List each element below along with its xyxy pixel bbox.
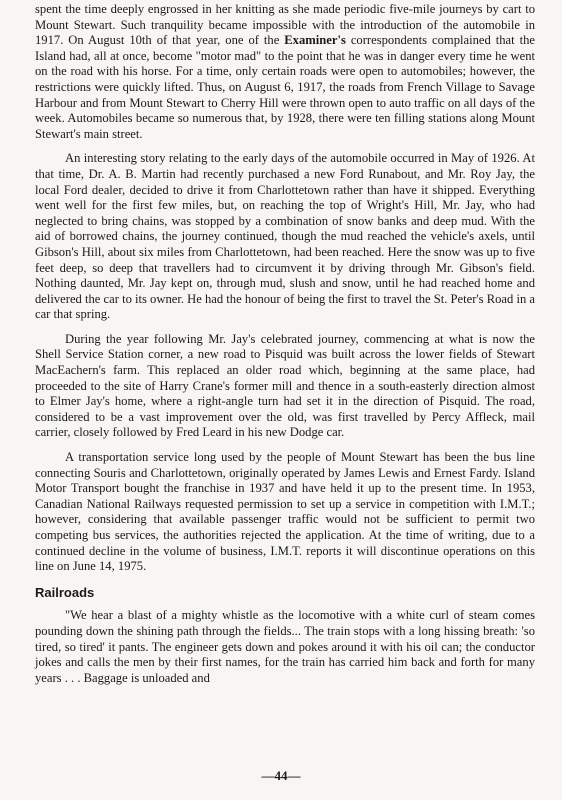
paragraph-railroads-quote: "We hear a blast of a mighty whistle as the locomotive with a white curl of steam comes pounding down the shining path through the fields... The train stops with a long hissing breath: 'so tired, so tired' it pants. The engineer gets down and pokes around it with his oil can; the conductor jokes and calls the men by their first names, for the train has carried him back and forth for many years . . . Baggage is unloaded and bbox=[35, 608, 535, 685]
paragraph-ford-runabout-story: An interesting story relating to the early days of the automobile occurred in May of 1926. At that time, Dr. A. B. Martin had recently purchased a new Ford Runabout, and Mr. Roy Jay, the local Ford dealer, decided to drive it from Charlottetown rather than have it shipped. Everything went well for the first few miles, but, on reaching the top of Wright's Hill, Mr. Jay, who had neglected to bring chains, was stopped by a combination of snow banks and deep mud. With the aid of borrowed chains, the journey continued, though the mud reached the vehicle's axels, until Gibson's Hill, about six miles from Charlottetown, had been reached. Here the snow was up to five feet deep, so deep that travellers had to circumvent it by driving through Mr. Gibson's field. Nothing daunted, Mr. Jay kept on, through mud, slush and snow, until he had reached home and delivered the car to its owner. He had the honour of being the first to travel the St. Peter's Road in a car that spring. bbox=[35, 151, 535, 322]
paragraph-pisquid-road: During the year following Mr. Jay's celebrated journey, commencing at what is now the Shell Service Station corner, a new road to Pisquid was built across the lower fields of Stewart MacEachern's farm. This replaced an older road which, beginning at the same place, had proceeded to the site of Harry Crane's former mill and thence in a south-easterly direction almost to Elmer Jay's home, where a right-angle turn had set it in the direction of Pisquid. The road, considered to be a vast improvement over the old, was first travelled by Percy Affleck, mail carrier, closely followed by Fred Leard in his new Dodge car. bbox=[35, 331, 535, 440]
section-heading-railroads: Railroads bbox=[35, 584, 95, 600]
page-body bbox=[35, 2, 535, 695]
examiner-name: Examiner's bbox=[284, 33, 346, 48]
page-number: —44— bbox=[261, 768, 301, 783]
paragraph-text: spent the time deeply engrossed in her knitting as she made periodic five-mile journeys by cart to Mount Stewart. Such tranquility became impossible with the introduction of the automobile in 1917. On August 10th of that year, one of the bbox=[35, 2, 535, 48]
paragraph-text: correspondents complained that the Island had, all at once, become "motor mad" to the point that he was in danger every time he went on the road with his horse. For a time, only certain roads were open to automobiles; however, the restrictions were quickly lifted. Thus, on August 6, 1917, the roads from French Village to Savage Harbour and from Mount Stewart to Cherry Hill were thrown open to auto traffic on all days of the week. Automobiles became so numerous that, by 1928, there were ten filling stations along Mount Stewart's main street. bbox=[35, 33, 536, 141]
paragraph-bus-line: A transportation service long used by the people of Mount Stewart has been the bus line connecting Souris and Charlottetown, originally operated by James Lewis and Ernest Fardy. Island Motor Transport bought the franchise in 1937 and have held it up to the present time. In 1953, Canadian National Railways requested permission to set up a service in competition with I.M.T.; however, considering that available passenger traffic would not be sufficient to permit two competing bus services, the authorities rejected the application. At the time of writing, due to a continued decline in the volume of business, I.M.T. reports it will discontinue operations on this line on June 14, 1975. bbox=[35, 450, 535, 574]
paragraph-automobile-intro bbox=[35, 2, 535, 142]
